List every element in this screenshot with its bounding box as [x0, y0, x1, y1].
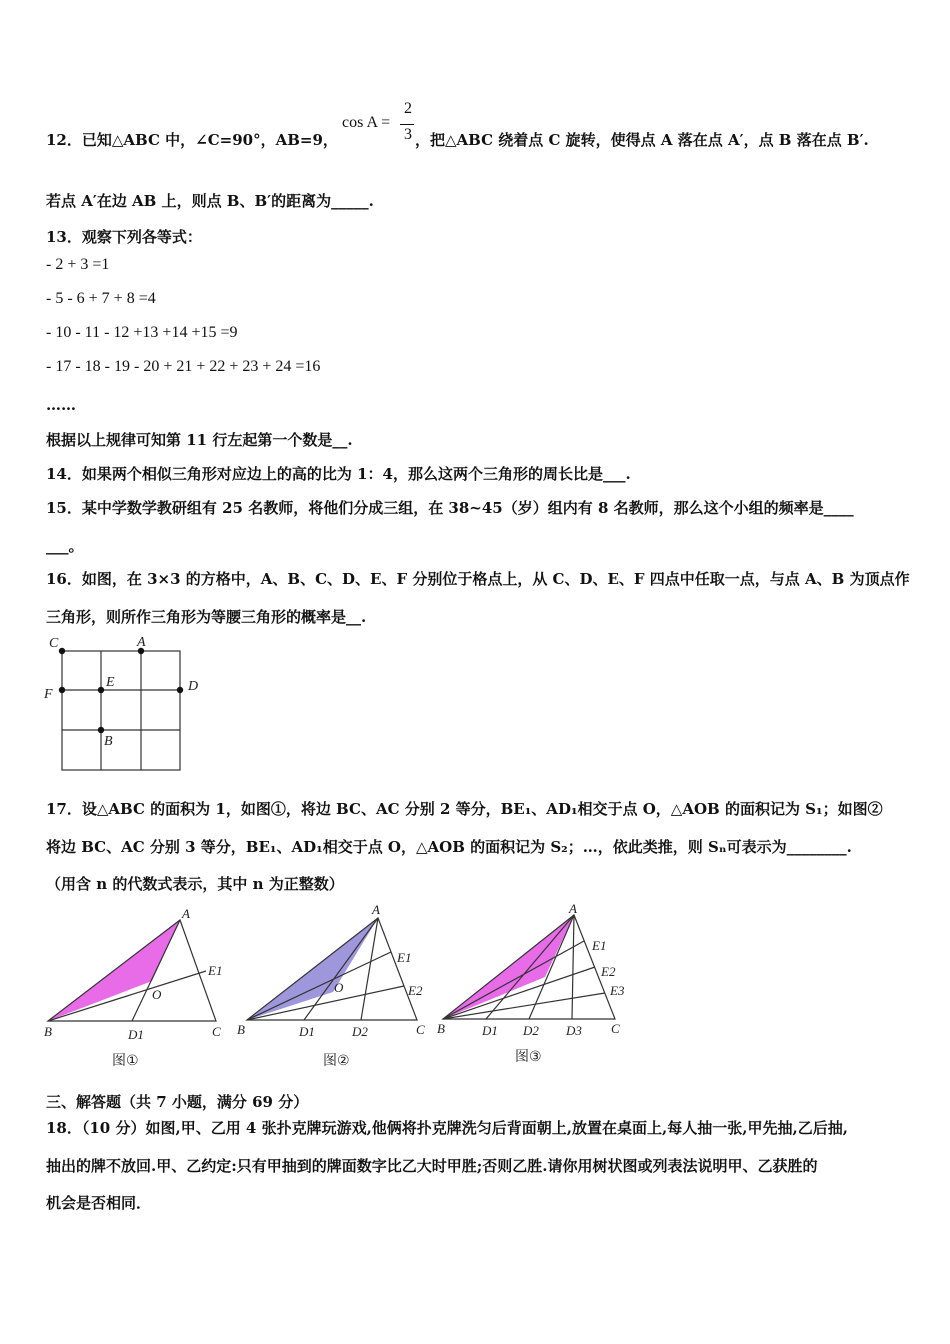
- fig2-label-b: B: [237, 1022, 245, 1037]
- q16-line1: 16．如图，在 3×3 的方格中，A、B、C、D、E、F 分别位于格点上，从 C、D、E、F 四点中任取一点，与点 A、B 为顶点作: [46, 570, 910, 588]
- fig3-label-a: A: [569, 901, 577, 916]
- q15-line2: ___。: [46, 537, 84, 555]
- fig3-label-d2: D2: [523, 1023, 539, 1038]
- point-e: [98, 687, 104, 693]
- q13-title: 13．观察下列各等式：: [46, 228, 202, 246]
- fig2-label-d1: D1: [299, 1024, 315, 1039]
- fig3-caption: 图③: [515, 1049, 542, 1065]
- fig3-label-d3: D3: [566, 1023, 582, 1038]
- point-c: [59, 648, 65, 654]
- triangle-figure-2: [235, 900, 435, 1075]
- label-b: B: [104, 734, 113, 749]
- fig3-label-e2: E2: [601, 964, 616, 979]
- label-e: E: [106, 675, 115, 690]
- q13-question: 根据以上规律可知第 11 行左起第一个数是__.: [46, 431, 353, 449]
- triangle-figure-3: [435, 898, 635, 1073]
- cos-fraction: cos A = 2 3: [342, 100, 412, 143]
- label-a: A: [137, 635, 146, 650]
- q17-line3: （用含 n 的代数式表示，其中 n 为正整数）: [46, 875, 344, 893]
- fig2-label-e2: E2: [408, 983, 423, 998]
- fig2-label-a: A: [372, 902, 380, 917]
- grid-figure: [40, 630, 220, 780]
- q13-equation-2: - 5 - 6 + 7 + 8 =4: [46, 290, 156, 307]
- fig1-label-c: C: [212, 1024, 221, 1039]
- fig2-caption: 图②: [323, 1053, 350, 1069]
- fig2-label-d2: D2: [352, 1024, 368, 1039]
- point-f: [59, 687, 65, 693]
- q18-line1: 18．（10 分）如图,甲、乙用 4 张扑克牌玩游戏,他俩将扑克牌洗匀后背面朝上,放置在桌面上,每人抽一张,甲先抽,乙后抽,: [46, 1119, 848, 1137]
- fig3-label-b: B: [437, 1021, 445, 1036]
- label-f: F: [44, 687, 53, 702]
- q18-line3: 机会是否相同．: [46, 1194, 152, 1212]
- fig1-label-o: O: [152, 987, 162, 1002]
- triangle-figure-1: [40, 905, 240, 1075]
- segment-ad1: [486, 915, 574, 1019]
- fig3-label-d1: D1: [482, 1023, 498, 1038]
- fig1-label-e1: E1: [208, 963, 223, 978]
- section3-title: 三、解答题（共 7 小题，满分 69 分）: [46, 1093, 309, 1111]
- q13-equation-1: - 2 + 3 =1: [46, 256, 110, 273]
- fig2-label-e1: E1: [397, 950, 412, 965]
- q18-line2: 抽出的牌不放回.甲、乙约定:只有甲抽到的牌面数字比乙大时甲胜;否则乙胜.请你用树状图或列表法说明甲、乙获胜的: [46, 1157, 818, 1175]
- q12-line2: 若点 A′在边 AB 上，则点 B、B′的距离为_____.: [46, 192, 374, 210]
- fig1-label-d1: D1: [128, 1027, 144, 1042]
- q17-line1: 17．设△ABC 的面积为 1，如图①，将边 BC、AC 分别 2 等分，BE₁、AD₁相交于点 O，△AOB 的面积记为 S₁；如图②: [46, 800, 883, 818]
- q12-line1-part1: 12．已知△ABC 中，∠C=90°，AB=9，: [46, 131, 338, 149]
- point-d: [177, 687, 183, 693]
- q15-line1: 15．某中学数学教研组有 25 名教师，将他们分成三组，在 38~45（岁）组内有 8 名教师，那么这个小组的频率是____: [46, 499, 854, 517]
- point-b: [98, 727, 104, 733]
- fig2-label-o: O: [334, 980, 344, 995]
- cos-denominator: 3: [404, 126, 412, 143]
- q13-ellipsis: ……: [46, 396, 76, 414]
- segment-be1: [247, 952, 391, 1020]
- q12-line1-part2: ，把△ABC 绕着点 C 旋转，使得点 A 落在点 A′，点 B 落在点 B′.: [415, 131, 869, 149]
- fig3-label-e1: E1: [592, 938, 607, 953]
- q13-equation-3: - 10 - 11 - 12 +13 +14 +15 =9: [46, 324, 238, 341]
- label-c: C: [49, 636, 59, 651]
- fraction-bar: [400, 124, 414, 125]
- fig3-label-e3: E3: [610, 983, 625, 998]
- segment-ad3: [572, 915, 574, 1019]
- q17-line2: 将边 BC、AC 分别 3 等分，BE₁、AD₁相交于点 O，△AOB 的面积记为 S₂；…，依此类推，则 Sₙ可表示为________.: [46, 838, 852, 856]
- fig1-label-b: B: [44, 1024, 52, 1039]
- q16-line2: 三角形，则所作三角形为等腰三角形的概率是__.: [46, 608, 367, 626]
- q14-text: 14．如果两个相似三角形对应边上的高的比为 1：4，那么这两个三角形的周长比是___.: [46, 465, 631, 483]
- fig1-caption: 图①: [112, 1053, 139, 1069]
- q13-equation-4: - 17 - 18 - 19 - 20 + 21 + 22 + 23 + 24 =16: [46, 358, 321, 375]
- fig3-label-c: C: [611, 1021, 620, 1036]
- fig2-label-c: C: [416, 1022, 425, 1037]
- fig1-label-a: A: [182, 906, 190, 921]
- label-d: D: [188, 679, 199, 694]
- grid-border: [62, 651, 180, 770]
- cos-numerator: 2: [404, 100, 412, 117]
